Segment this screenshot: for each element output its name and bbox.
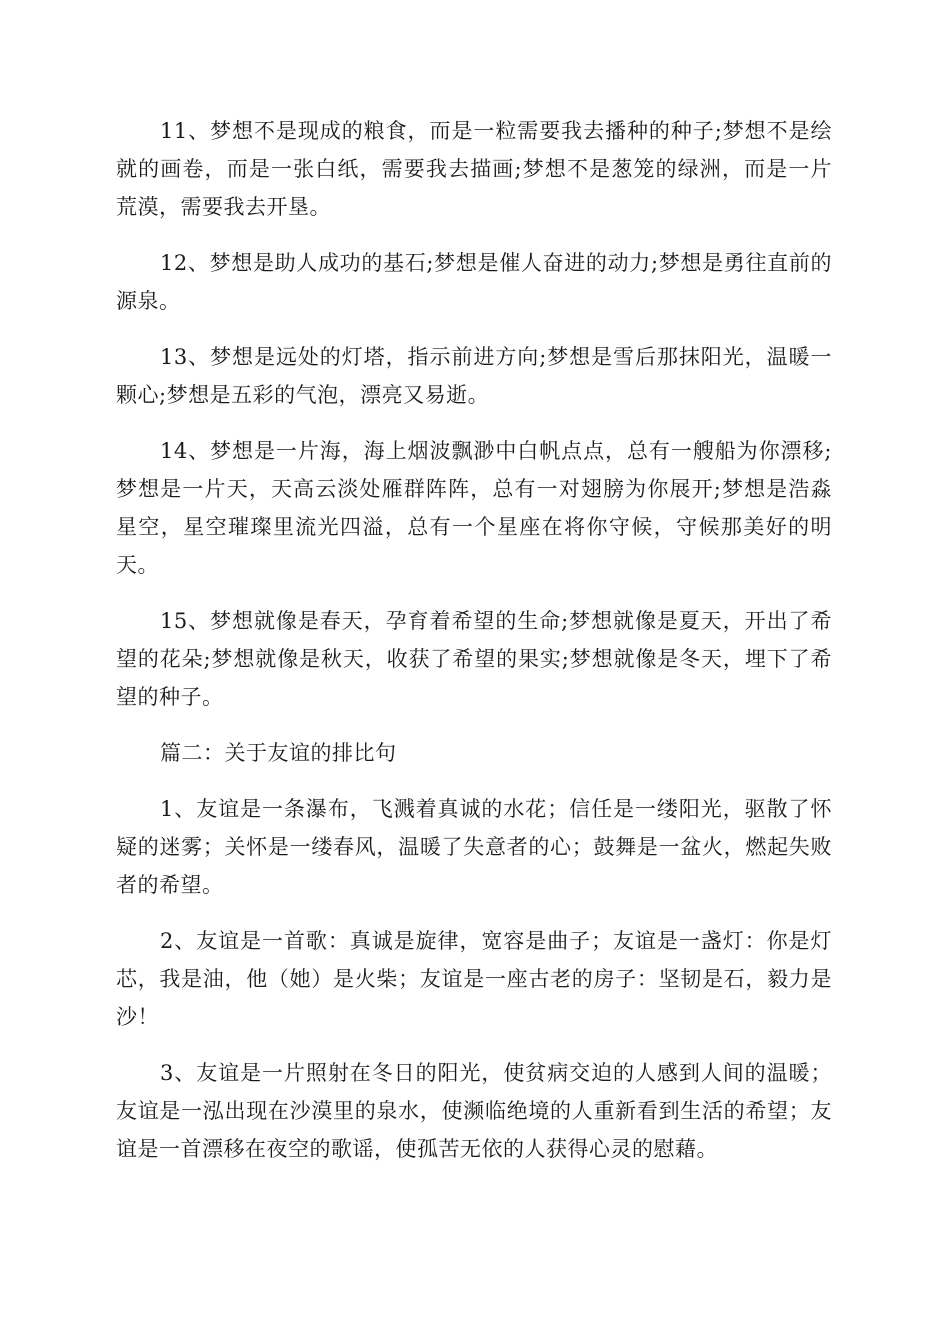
paragraph-15: 15、梦想就像是春天，孕育着希望的生命;梦想就像是夏天，开出了希望的花朵;梦想就像是秋天，收获了希望的果实;梦想就像是冬天，埋下了希望的种子。 xyxy=(116,609,832,709)
document-body xyxy=(116,112,832,1186)
friendship-paragraph-2: 2、友谊是一首歌：真诚是旋律，宽容是曲子；友谊是一盏灯：你是灯芯，我是油，他（她）是火柴；友谊是一座古老的房子：坚韧是石，毅力是沙！ xyxy=(116,929,832,1029)
paragraph-14: 14、梦想是一片海，海上烟波飘渺中白帆点点，总有一艘船为你漂移;梦想是一片天，天高云淡处雁群阵阵，总有一对翅膀为你展开;梦想是浩淼星空，星空璀璨里流光四溢，总有一个星座在将你守候，守候那美好的明天。 xyxy=(116,439,832,577)
paragraph-11: 11、梦想不是现成的粮食，而是一粒需要我去播种的种子;梦想不是绘就的画卷，而是一张白纸，需要我去描画;梦想不是葱笼的绿洲，而是一片荒漠，需要我去开垦。 xyxy=(116,119,832,219)
friendship-paragraph-3: 3、友谊是一片照射在冬日的阳光，使贫病交迫的人感到人间的温暖；友谊是一泓出现在沙漠里的泉水，使濒临绝境的人重新看到生活的希望；友谊是一首漂移在夜空的歌谣，使孤苦无依的人获得心灵的慰藉。 xyxy=(116,1061,832,1161)
friendship-paragraph-1: 1、友谊是一条瀑布，飞溅着真诚的水花；信任是一缕阳光，驱散了怀疑的迷雾；关怀是一缕春风，温暖了失意者的心；鼓舞是一盆火，燃起失败者的希望。 xyxy=(116,797,832,897)
section-heading: 篇二：关于友谊的排比句 xyxy=(160,741,397,765)
paragraph-13: 13、梦想是远处的灯塔，指示前进方向;梦想是雪后那抹阳光，温暖一颗心;梦想是五彩的气泡，漂亮又易逝。 xyxy=(116,345,832,407)
paragraph-12: 12、梦想是助人成功的基石;梦想是催人奋进的动力;梦想是勇往直前的源泉。 xyxy=(116,251,832,313)
